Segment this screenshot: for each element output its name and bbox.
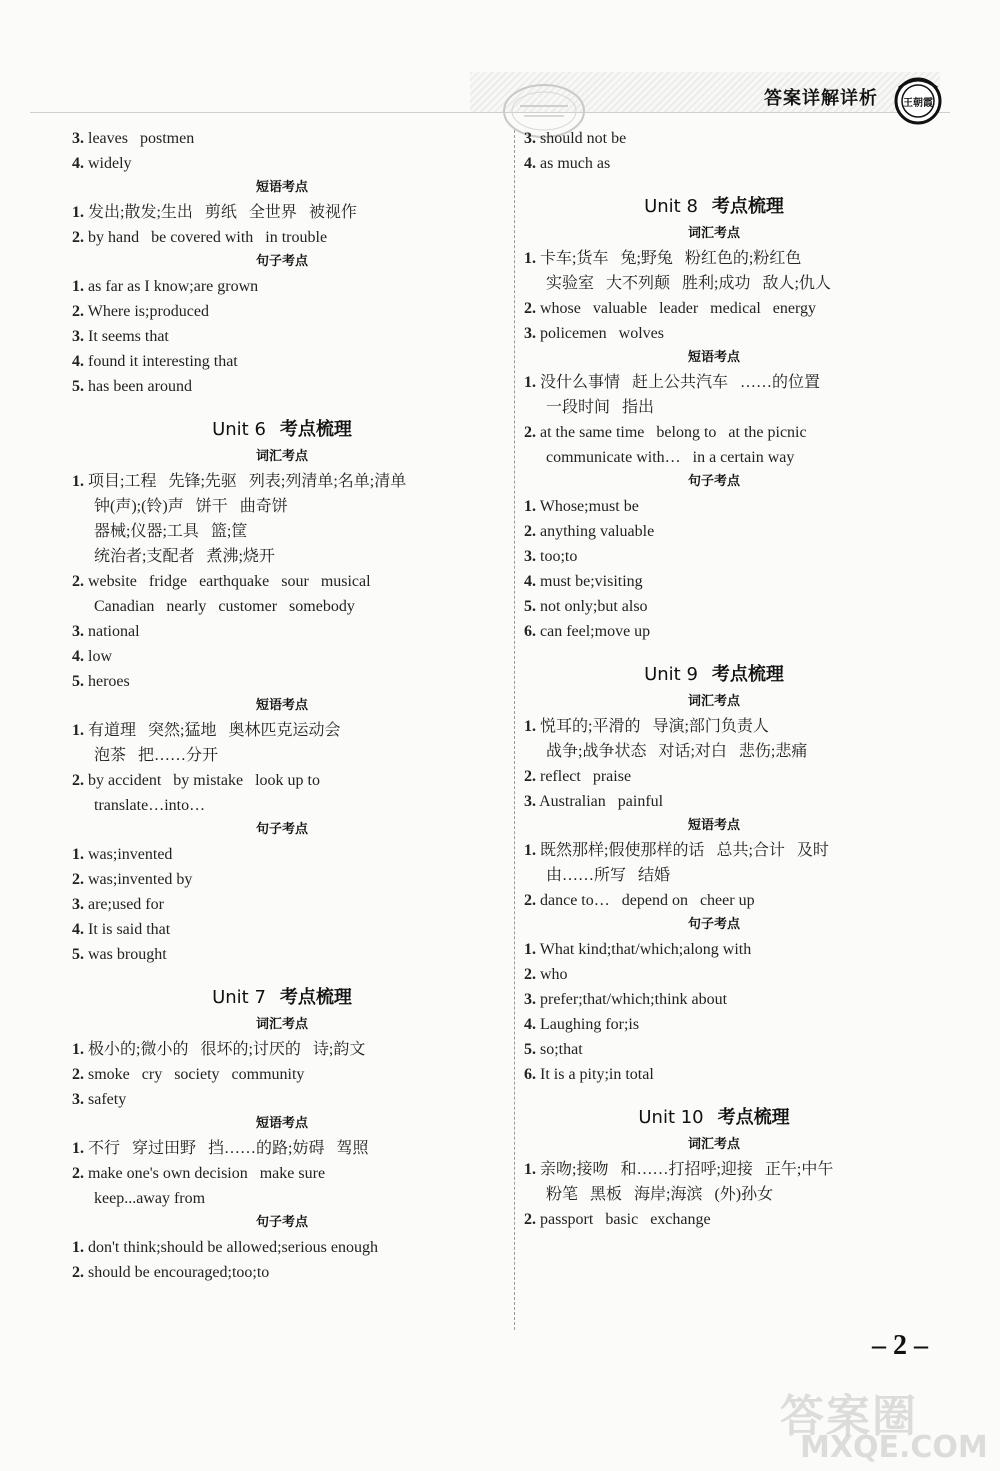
- answer-line: [72, 225, 502, 250]
- answer-line: [524, 1157, 904, 1182]
- item-number: 2.: [524, 892, 536, 909]
- section-title: 词汇考点: [687, 694, 740, 709]
- answer-line: [524, 838, 904, 863]
- answer-text: has been around: [88, 378, 192, 395]
- unit-heading: [524, 1087, 904, 1133]
- answer-line: [72, 842, 502, 867]
- unit-heading: [524, 644, 904, 690]
- answer-text: 发出;散发;生出 剪纸 全世界 被视作: [88, 204, 357, 221]
- answer-text: can feel;move up: [540, 623, 651, 640]
- unit-label: 考点梳理: [711, 196, 784, 217]
- item-number: 5.: [524, 598, 536, 615]
- answer-line: [72, 1260, 502, 1285]
- item-number: 1.: [524, 498, 536, 515]
- answer-text: prefer;that/which;think about: [540, 991, 728, 1008]
- header-rule: [30, 112, 950, 113]
- answer-line: [524, 789, 904, 814]
- logo-icon: [889, 74, 947, 126]
- item-number: 3.: [524, 548, 536, 565]
- answer-text: who: [540, 966, 568, 983]
- section-title: 词汇考点: [687, 226, 740, 241]
- item-number: 1.: [524, 718, 536, 735]
- answer-text: are;used for: [88, 896, 164, 913]
- answer-line: [72, 917, 502, 942]
- item-number: 3.: [524, 325, 536, 342]
- answer-text: leaves postmen: [88, 130, 195, 147]
- item-number: 1.: [72, 1239, 84, 1256]
- answer-text: found it interesting that: [88, 353, 238, 370]
- item-number: 4.: [72, 353, 84, 370]
- answer-line: [72, 1161, 502, 1186]
- answer-text: What kind;that/which;along with: [539, 941, 752, 958]
- section-title: 句子考点: [255, 254, 308, 269]
- answer-text: don't think;should be allowed;serious enough: [88, 1239, 378, 1256]
- item-number: 2.: [72, 573, 84, 590]
- answer-text: policemen wolves: [540, 325, 664, 342]
- answer-text: low: [88, 648, 112, 665]
- answer-text: 悦耳的;平滑的 导演;部门负责人: [540, 718, 769, 735]
- unit-label: 考点梳理: [279, 987, 352, 1008]
- answer-text: was brought: [88, 946, 167, 963]
- answer-line: [72, 1136, 502, 1161]
- answer-line: [524, 987, 904, 1012]
- item-number: 1.: [72, 1041, 84, 1058]
- item-number: 3.: [524, 793, 536, 810]
- unit-heading: [72, 399, 492, 445]
- answer-line: [72, 1087, 502, 1112]
- answer-line: [72, 867, 502, 892]
- answer-text: Whose;must be: [539, 498, 639, 515]
- watermark-url: MXQE.COM: [800, 1430, 988, 1465]
- answer-text: reflect praise: [540, 768, 632, 785]
- item-number: 3.: [72, 896, 84, 913]
- answer-line-continued: 泡茶 把……分开: [94, 747, 219, 764]
- item-number: 3.: [72, 328, 84, 345]
- answer-text: 没什么事情 赶上公共汽车 ……的位置: [540, 374, 821, 391]
- answer-text: 卡车;货车 兔;野兔 粉红色的;粉红色: [540, 250, 802, 267]
- unit-number: Unit 8: [644, 196, 698, 217]
- item-number: 3.: [524, 130, 536, 147]
- section-title: 句子考点: [687, 474, 740, 489]
- answer-line: [72, 324, 502, 349]
- answer-line: [524, 370, 904, 395]
- item-number: 5.: [72, 673, 84, 690]
- item-number: 2.: [524, 1211, 536, 1228]
- item-number: 1.: [524, 941, 536, 958]
- item-number: 1.: [72, 846, 84, 863]
- section-title: 句子考点: [255, 822, 308, 837]
- answer-line: [524, 246, 904, 271]
- answer-line: [72, 619, 502, 644]
- section-title: 短语考点: [255, 180, 308, 195]
- item-number: 3.: [72, 1091, 84, 1108]
- answer-text: by accident by mistake look up to: [88, 772, 320, 789]
- answer-text: so;that: [540, 1041, 583, 1058]
- answer-text: It is a pity;in total: [540, 1066, 654, 1083]
- answer-line: [72, 299, 502, 324]
- item-number: 2.: [72, 1066, 84, 1083]
- item-number: 4.: [524, 1016, 536, 1033]
- item-number: 4.: [524, 573, 536, 590]
- answer-line: [72, 274, 502, 299]
- unit-number: Unit 6: [212, 419, 266, 440]
- answer-text: heroes: [88, 673, 130, 690]
- item-number: 2.: [72, 871, 84, 888]
- answer-text: by hand be covered with in trouble: [88, 229, 328, 246]
- answer-line: [524, 544, 904, 569]
- item-number: 1.: [524, 1161, 536, 1178]
- item-number: 4.: [72, 648, 84, 665]
- page-number: – 2 –: [872, 1330, 928, 1361]
- answer-line: [524, 888, 904, 913]
- item-number: 6.: [524, 1066, 536, 1083]
- section-title: 句子考点: [687, 917, 740, 932]
- unit-label: 考点梳理: [711, 664, 784, 685]
- section-title: 词汇考点: [255, 1017, 308, 1032]
- section-title: 短语考点: [255, 698, 308, 713]
- answer-line: [524, 420, 904, 445]
- unit-number: Unit 9: [644, 664, 698, 685]
- answer-line: [524, 937, 904, 962]
- answer-text: It seems that: [88, 328, 169, 345]
- answer-text: should be encouraged;too;to: [88, 1264, 270, 1281]
- answer-text: smoke cry society community: [88, 1066, 305, 1083]
- answer-text: website fridge earthquake sour musical: [88, 573, 371, 590]
- item-number: 2.: [72, 772, 84, 789]
- answer-text: must be;visiting: [540, 573, 643, 590]
- answer-line: [524, 1062, 904, 1087]
- answer-line-continued: translate…into…: [94, 797, 206, 814]
- item-number: 2.: [72, 1264, 84, 1281]
- item-number: 4.: [72, 921, 84, 938]
- answer-line: [524, 494, 904, 519]
- unit-heading: [524, 176, 904, 222]
- answer-line: [72, 374, 502, 399]
- answer-line: [72, 768, 502, 793]
- answer-line: [72, 349, 502, 374]
- answer-line: [524, 321, 904, 346]
- answer-text: should not be: [540, 130, 627, 147]
- answer-text: It is said that: [88, 921, 171, 938]
- watermark: 答案圈: [780, 1391, 918, 1442]
- item-number: 2.: [524, 768, 536, 785]
- item-number: 2.: [72, 303, 84, 320]
- answer-line: [72, 892, 502, 917]
- answer-line: [72, 151, 502, 176]
- answer-line: [72, 669, 502, 694]
- unit-number: Unit 7: [212, 987, 266, 1008]
- answer-text: Where is;produced: [87, 303, 209, 320]
- answer-line-continued: 钟(声);(铃)声 饼干 曲奇饼: [94, 498, 288, 515]
- item-number: 1.: [524, 842, 536, 859]
- answer-line: [524, 519, 904, 544]
- answer-line: [524, 1207, 904, 1232]
- answer-line: [524, 151, 904, 176]
- item-number: 3.: [72, 623, 84, 640]
- item-number: 1.: [524, 250, 536, 267]
- section-title: 句子考点: [255, 1215, 308, 1230]
- section-title: 词汇考点: [255, 449, 308, 464]
- item-number: 2.: [72, 229, 84, 246]
- item-number: 2.: [524, 300, 536, 317]
- answer-text: dance to… depend on cheer up: [540, 892, 755, 909]
- unit-label: 考点梳理: [279, 419, 352, 440]
- answer-line: [72, 1037, 502, 1062]
- item-number: 2.: [524, 523, 536, 540]
- item-number: 4.: [524, 155, 536, 172]
- answer-line-continued: 粉笔 黑板 海岸;海滨 (外)孙女: [546, 1186, 774, 1203]
- answer-text: Laughing for;is: [540, 1016, 640, 1033]
- answer-line-continued: communicate with… in a certain way: [546, 449, 795, 466]
- section-title: 短语考点: [687, 818, 740, 833]
- answer-text: 不行 穿过田野 挡……的路;妨碍 驾照: [88, 1140, 369, 1157]
- item-number: 3.: [524, 991, 536, 1008]
- answer-text: national: [88, 623, 140, 640]
- answer-text: 有道理 突然;猛地 奥林匹克运动会: [88, 722, 341, 739]
- unit-label: 考点梳理: [717, 1107, 790, 1128]
- answer-line: [72, 569, 502, 594]
- answer-line: [524, 569, 904, 594]
- answer-text: safety: [88, 1091, 127, 1108]
- answer-line: [72, 1062, 502, 1087]
- unit-number: Unit 10: [638, 1107, 704, 1128]
- answer-line: [72, 644, 502, 669]
- answer-line-continued: 战争;战争状态 对话;对白 悲伤;悲痛: [546, 743, 808, 760]
- unit-heading: [72, 967, 492, 1013]
- answer-line-continued: 实验室 大不列颠 胜利;成功 敌人;仇人: [546, 275, 831, 292]
- answer-line-continued: 由……所写 结婚: [546, 867, 671, 884]
- answer-line: [72, 126, 502, 151]
- column-divider: [514, 130, 515, 1330]
- item-number: 4.: [72, 155, 84, 172]
- answer-text: 极小的;微小的 很坏的;讨厌的 诗;韵文: [88, 1041, 366, 1058]
- item-number: 5.: [524, 1041, 536, 1058]
- answer-text: widely: [88, 155, 132, 172]
- answer-text: whose valuable leader medical energy: [540, 300, 817, 317]
- answer-line-continued: keep...away from: [94, 1190, 206, 1207]
- item-number: 2.: [524, 424, 536, 441]
- answer-text: at the same time belong to at the picnic: [540, 424, 807, 441]
- answer-line-continued: 统治者;支配者 煮沸;烧开: [94, 548, 275, 565]
- answer-text: not only;but also: [540, 598, 648, 615]
- answer-line: [524, 764, 904, 789]
- answer-text: 既然那样;假使那样的话 总共;合计 及时: [540, 842, 829, 859]
- answer-line: [524, 714, 904, 739]
- header-title: 答案详解详析: [764, 88, 878, 109]
- item-number: 1.: [72, 204, 84, 221]
- item-number: 5.: [72, 946, 84, 963]
- item-number: 2.: [524, 966, 536, 983]
- answer-line: [524, 1012, 904, 1037]
- item-number: 6.: [524, 623, 536, 640]
- answer-text: Australian painful: [539, 793, 664, 810]
- section-title: 短语考点: [255, 1116, 308, 1131]
- logo-text: 王朝霞: [903, 98, 933, 109]
- answer-line: [524, 594, 904, 619]
- item-number: 1.: [72, 278, 84, 295]
- answer-line: [72, 200, 502, 225]
- answer-line-continued: 一段时间 指出: [546, 399, 655, 416]
- item-number: 1.: [72, 722, 84, 739]
- answer-text: 亲吻;接吻 和……打招呼;迎接 正午;中午: [540, 1161, 834, 1178]
- section-title: 短语考点: [687, 350, 740, 365]
- answer-text: 项目;工程 先锋;先驱 列表;列清单;名单;清单: [88, 473, 407, 490]
- item-number: 1.: [72, 473, 84, 490]
- answer-line: [524, 962, 904, 987]
- item-number: 1.: [72, 1140, 84, 1157]
- answer-text: as much as: [540, 155, 611, 172]
- answer-line: [524, 1037, 904, 1062]
- answer-line: [72, 718, 502, 743]
- answer-line: [524, 619, 904, 644]
- answer-text: too;to: [540, 548, 578, 565]
- item-number: 2.: [72, 1165, 84, 1182]
- right-column: [524, 126, 904, 1232]
- answer-line: [72, 1235, 502, 1260]
- answer-text: passport basic exchange: [540, 1211, 711, 1228]
- answer-line: [524, 126, 904, 151]
- answer-line: [72, 469, 502, 494]
- section-title: 词汇考点: [687, 1137, 740, 1152]
- item-number: 3.: [72, 130, 84, 147]
- answer-line: [72, 942, 502, 967]
- answer-text: make one's own decision make sure: [88, 1165, 326, 1182]
- answer-line-continued: Canadian nearly customer somebody: [94, 598, 355, 615]
- answer-line: [524, 296, 904, 321]
- item-number: 1.: [524, 374, 536, 391]
- answer-text: anything valuable: [540, 523, 655, 540]
- left-column: [72, 126, 502, 1285]
- answer-text: was;invented: [88, 846, 173, 863]
- answer-text: as far as I know;are grown: [88, 278, 259, 295]
- answer-line-continued: 器械;仪器;工具 篮;筐: [94, 523, 248, 540]
- item-number: 5.: [72, 378, 84, 395]
- answer-text: was;invented by: [88, 871, 193, 888]
